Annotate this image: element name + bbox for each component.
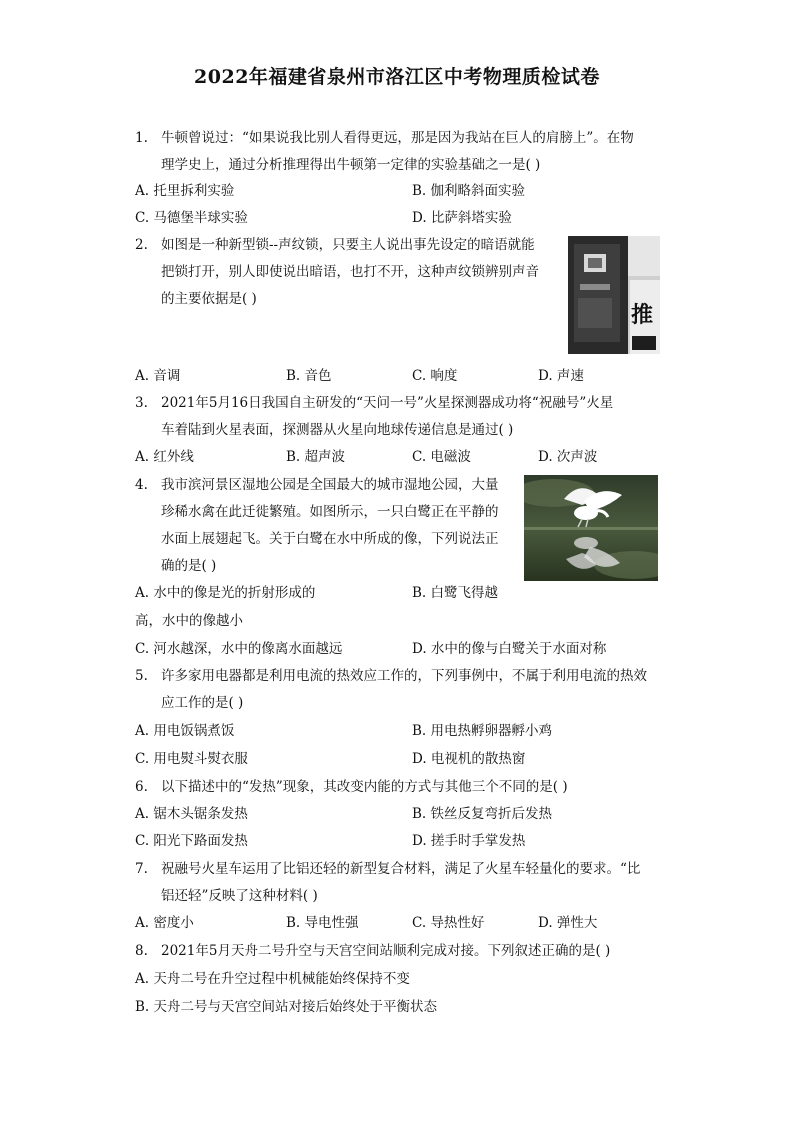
question-number: 2. [135, 237, 148, 253]
question-number: 4. [135, 477, 148, 493]
question-4-option-b: B. 白鹭飞得越 [412, 585, 499, 601]
question-1-option-c: C. 马德堡半球实验 [135, 210, 248, 226]
question-1-option-d: D. 比萨斜塔实验 [412, 210, 512, 226]
question-6-option-a: A. 锯木头锯条发热 [135, 806, 248, 822]
question-number: 3. [135, 395, 148, 411]
question-1-option-a: A. 托里拆利实验 [135, 183, 235, 199]
voice-lock-photo [568, 236, 660, 354]
question-3-stem-line-2: 车着陆到火星表面，探测器从火星向地球传递信息是通过( ) [161, 422, 514, 438]
question-7-option-c: C. 导热性好 [412, 915, 485, 931]
question-3-option-a: A. 红外线 [135, 449, 194, 465]
question-2-stem-line-2: 把锁打开，别人即使说出暗语，也打不开，这种声纹锁辨别声音 [161, 264, 539, 280]
question-4-option-c: C. 河水越深，水中的像离水面越远 [135, 641, 343, 657]
question-6-option-c: C. 阳光下路面发热 [135, 833, 248, 849]
question-5-option-b: B. 用电热孵卵器孵小鸡 [412, 723, 553, 739]
question-number: 5. [135, 668, 148, 684]
question-2-option-c: C. 响度 [412, 368, 458, 384]
page-title: 2022年福建省泉州市洛江区中考物理质检试卷 [194, 66, 600, 88]
question-6-stem-line-1: 6. 以下描述中的“发热”现象，其改变内能的方式与其他三个不同的是( ) [135, 779, 568, 795]
photo-sign-text: 推 [631, 302, 654, 328]
question-4-stem-line-2: 珍稀水禽在此迁徙繁殖。如图所示，一只白鹭正在平静的 [161, 504, 499, 520]
question-1-option-b: B. 伽利略斜面实验 [412, 183, 526, 199]
question-8-option-b: B. 天舟二号与天宫空间站对接后始终处于平衡状态 [135, 999, 438, 1015]
question-2-option-b: B. 音色 [286, 368, 332, 384]
question-2-option-a: A. 音调 [135, 368, 181, 384]
question-7-option-a: A. 密度小 [135, 915, 194, 931]
question-5-stem-line-2: 应工作的是( ) [161, 695, 244, 711]
question-4-option-a: A. 水中的像是光的折射形成的 [135, 585, 316, 601]
question-5-option-d: D. 电视机的散热窗 [412, 751, 526, 767]
question-2-stem-line-1: 2. 如图是一种新型锁--声纹锁，只要主人说出事先设定的暗语就能 [135, 237, 535, 253]
question-7-stem-line-1: 7. 祝融号火星车运用了比铝还轻的新型复合材料，满足了火星车轻量化的要求。“比 [135, 861, 641, 877]
question-3-option-c: C. 电磁波 [412, 449, 471, 465]
question-1-stem-line-1: 1. 牛顿曾说过：“如果说我比别人看得更远，那是因为我站在巨人的肩膀上”。在物 [135, 130, 634, 146]
question-3-option-b: B. 超声波 [286, 449, 346, 465]
question-7-stem-line-2: 铝还轻”反映了这种材料( ) [161, 888, 318, 904]
question-8-stem-line-1: 8. 2021年5月天舟二号升空与天宫空间站顺利完成对接。下列叙述正确的是( ) [135, 943, 611, 959]
question-5-option-c: C. 用电熨斗熨衣服 [135, 751, 248, 767]
question-3-stem-line-1: 3. 2021年5月16日我国自主研发的“天问一号”火星探测器成功将“祝融号”火星 [135, 395, 614, 411]
question-6-option-b: B. 铁丝反复弯折后发热 [412, 806, 553, 822]
question-number: 1. [135, 130, 148, 146]
question-4-option-b-continued: 高，水中的像越小 [135, 613, 243, 629]
question-3-option-d: D. 次声波 [538, 449, 598, 465]
question-number: 8. [135, 943, 148, 959]
egret-photo [524, 475, 658, 581]
question-1-stem-line-2: 理学史上，通过分析推理得出牛顿第一定律的实验基础之一是( ) [161, 157, 541, 173]
question-number: 6. [135, 779, 148, 795]
question-7-option-d: D. 弹性大 [538, 915, 598, 931]
question-4-stem-line-3: 水面上展翅起飞。关于白鹭在水中所成的像，下列说法正 [161, 531, 499, 547]
question-7-option-b: B. 导电性强 [286, 915, 359, 931]
question-5-option-a: A. 用电饭锅煮饭 [135, 723, 235, 739]
question-2-stem-line-3: 的主要依据是( ) [161, 291, 257, 307]
question-number: 7. [135, 861, 148, 877]
question-8-option-a: A. 天舟二号在升空过程中机械能始终保持不变 [135, 971, 410, 987]
question-2-option-d: D. 声速 [538, 368, 584, 384]
question-4-option-d: D. 水中的像与白鹭关于水面对称 [412, 641, 607, 657]
question-6-option-d: D. 搓手时手掌发热 [412, 833, 526, 849]
question-4-stem-line-4: 确的是( ) [161, 558, 217, 574]
question-4-stem-line-1: 4. 我市滨河景区湿地公园是全国最大的城市湿地公园，大量 [135, 477, 499, 493]
question-5-stem-line-1: 5. 许多家用电器都是利用电流的热效应工作的，下列事例中，不属于利用电流的热效 [135, 668, 647, 684]
